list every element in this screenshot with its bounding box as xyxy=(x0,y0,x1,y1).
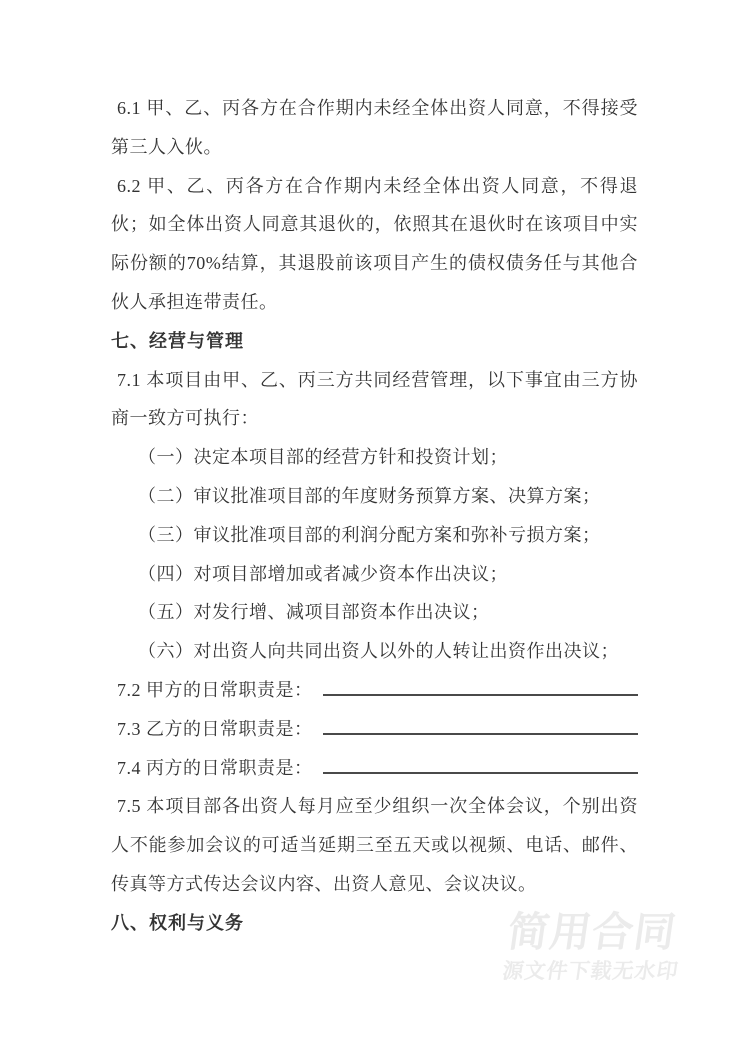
clause-6-2: 6.2 甲、乙、丙各方在合作期内未经全体出资人同意，不得退伙；如全体出资人同意其退伙的，依照其在退伙时在该项目中实际份额的70%结算，其退股前该项目产生的债权债务任与其他合伙人承担连带责任。 xyxy=(111,175,638,312)
clause-7-2 xyxy=(111,671,638,710)
clause-7-2-label: 7.2 甲方的日常职责是： xyxy=(117,679,313,700)
clause-7-3-label: 7.3 乙方的日常职责是： xyxy=(117,718,313,739)
clause-7-3-fill-in-line[interactable] xyxy=(323,733,639,735)
section-7-heading: 七、经营与管理 xyxy=(111,330,244,351)
clause-7-1: 7.1 本项目由甲、乙、丙三方共同经营管理，以下事宜由三方协商一致方可执行： xyxy=(111,369,638,429)
document-body xyxy=(111,89,638,943)
list-item-5: （五）对发行增、减项目部资本作出决议； xyxy=(138,602,490,623)
list-item-4: （四）对项目部增加或者减少资本作出决议； xyxy=(138,563,508,584)
list-item-6: （六）对出资人向共同出资人以外的人转让出资作出决议； xyxy=(138,641,619,662)
watermark-title: 简用合同 xyxy=(504,909,680,955)
list-item-3: （三）审议批准项目部的利润分配方案和弥补亏损方案； xyxy=(138,524,601,545)
clause-7-4-fill-in-line[interactable] xyxy=(323,772,639,774)
watermark-subtitle: 源文件下载无水印 xyxy=(500,960,681,983)
clause-6-1: 6.1 甲、乙、丙各方在合作期内未经全体出资人同意，不得接受第三人入伙。 xyxy=(111,98,638,157)
list-item-2: （二）审议批准项目部的年度财务预算方案、决算方案； xyxy=(138,485,601,506)
list-item-1: （一）决定本项目部的经营方针和投资计划； xyxy=(138,447,508,468)
section-8-heading: 八、权利与义务 xyxy=(111,912,244,933)
clause-7-4-label: 7.4 丙方的日常职责是： xyxy=(117,757,313,778)
clause-7-4 xyxy=(111,749,638,788)
clause-7-2-fill-in-line[interactable] xyxy=(323,694,639,696)
clause-7-3 xyxy=(111,710,638,749)
clause-7-5: 7.5 本项目部各出资人每月应至少组织一次全体会议，个别出资人不能参加会议的可适当延期三至五天或以视频、电话、邮件、传真等方式传达会议内容、出资人意见、会议决议。 xyxy=(111,796,638,894)
